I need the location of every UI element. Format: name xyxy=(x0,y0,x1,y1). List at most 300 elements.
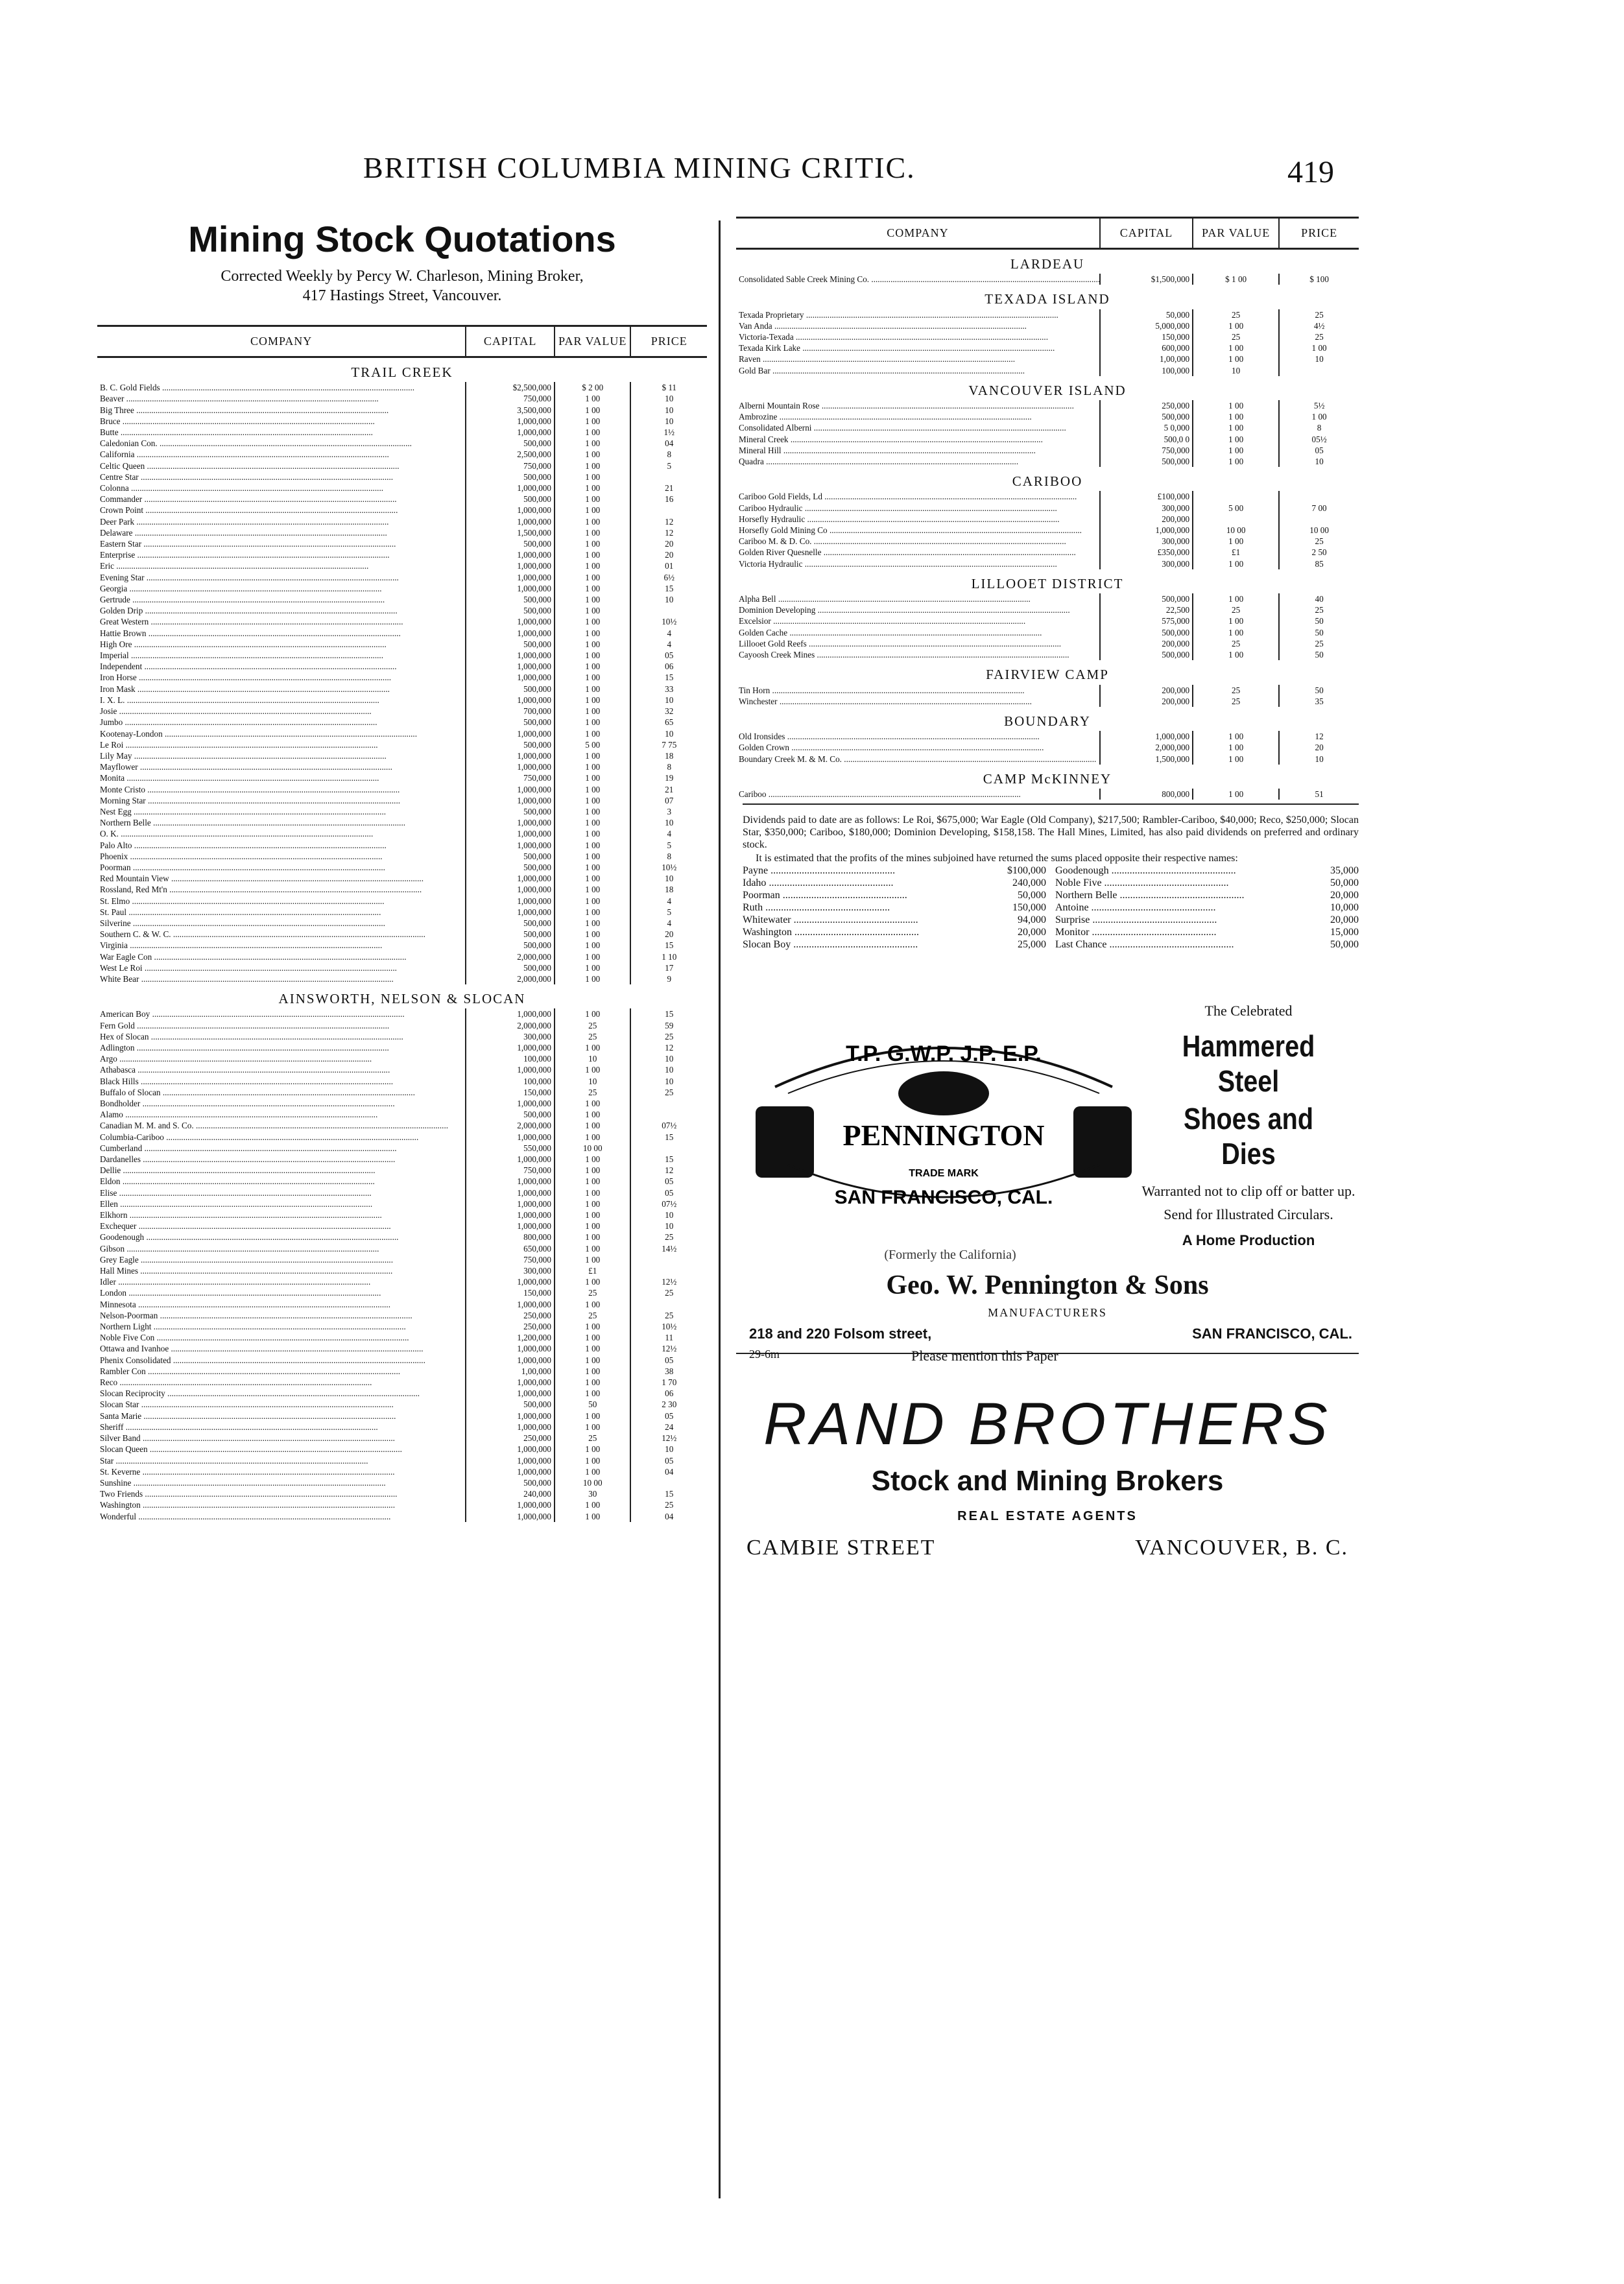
price-cell: 10 xyxy=(630,405,707,416)
table-row xyxy=(97,1321,707,1332)
table-row xyxy=(97,650,707,661)
par-value-cell: 1 00 xyxy=(555,1366,631,1377)
company-name-cell xyxy=(97,1165,466,1176)
dividends-paragraph: Dividends paid to date are as follows: Le Roi, $675,000; War Eagle (Old Company), $217,500; Rambler-Cariboo, $40,000; Reco, $250,000; Slocan Star, $350,000; Cariboo, $180,000; Dominion Developing, $158,158. The Hall Mines, Limited, has also paid dividends on preferred and ordinary stock. xyxy=(743,803,1359,851)
par-value-cell: 25 xyxy=(1193,309,1279,320)
price-cell xyxy=(630,1299,707,1310)
company-name: Reco ..... xyxy=(100,1377,372,1388)
table-row xyxy=(97,1109,707,1120)
par-value-cell: 1 00 xyxy=(555,1321,631,1332)
company-name-cell xyxy=(736,503,1100,514)
table-row xyxy=(97,572,707,583)
price-cell: 20 xyxy=(630,538,707,549)
table-row xyxy=(97,1511,707,1522)
price-cell: 65 xyxy=(630,717,707,728)
price-cell: 16 xyxy=(630,494,707,505)
capital-cell: 500,000 xyxy=(466,684,555,695)
capital-cell: 5,000,000 xyxy=(1100,320,1193,331)
price-cell: 10 xyxy=(1279,353,1359,364)
company-name-cell xyxy=(97,840,466,851)
company-name-cell xyxy=(97,1031,466,1042)
capital-cell: 1,000,000 xyxy=(466,661,555,672)
company-name: Dominion Developing ..... xyxy=(739,604,1070,615)
table-row xyxy=(97,1053,707,1064)
par-value-cell: 1 00 xyxy=(555,594,631,605)
par-value-cell: $ 2 00 xyxy=(555,382,631,393)
par-value-cell: 25 xyxy=(555,1087,631,1098)
price-cell: 59 xyxy=(630,1020,707,1031)
par-value-cell: 25 xyxy=(555,1433,631,1444)
company-name: Imperial ..... xyxy=(100,650,383,661)
price-cell: 21 xyxy=(630,784,707,795)
price-cell: 10 xyxy=(630,728,707,739)
company-name: Dardanelles ..... xyxy=(100,1154,395,1165)
capital-cell: 750,000 xyxy=(466,772,555,783)
capital-cell: 2,000,000 xyxy=(466,973,555,984)
price-cell: 50 xyxy=(1279,649,1359,660)
table-row xyxy=(97,1042,707,1053)
company-name: Eastern Star ..... xyxy=(100,538,396,549)
table-row xyxy=(736,547,1359,558)
company-name: Northern Belle ..... xyxy=(100,817,405,828)
company-name-cell xyxy=(97,1499,466,1510)
table-row xyxy=(97,1433,707,1444)
table-row xyxy=(97,1410,707,1422)
price-cell: 10 xyxy=(630,1076,707,1087)
table-row xyxy=(97,661,707,672)
company-name: Fern Gold ..... xyxy=(100,1020,389,1031)
company-name: Northern Light ..... xyxy=(100,1321,406,1332)
par-value-cell: 1 00 xyxy=(555,1466,631,1477)
table-row xyxy=(736,731,1359,742)
price-cell: 10 xyxy=(630,1064,707,1075)
company-name: Eric ..... xyxy=(100,560,368,571)
section-heading: AINSWORTH, NELSON & SLOCAN xyxy=(278,991,526,1007)
section-heading: BOUNDARY xyxy=(1004,713,1091,729)
par-value-cell: 1 00 xyxy=(555,1299,631,1310)
table-row xyxy=(97,1143,707,1154)
capital-cell: 600,000 xyxy=(1100,342,1193,353)
capital-cell: 500,000 xyxy=(1100,649,1193,660)
company-name-cell xyxy=(736,365,1100,376)
capital-cell: 2,000,000 xyxy=(466,1020,555,1031)
price-cell: 25 xyxy=(1279,309,1359,320)
company-name: Monita ..... xyxy=(100,772,379,783)
par-value-cell: 1 00 xyxy=(555,1388,631,1399)
company-name: Slocan Star ..... xyxy=(100,1399,394,1410)
company-name-cell xyxy=(97,416,466,427)
table-row xyxy=(97,784,707,795)
section-heading-row xyxy=(736,467,1359,491)
company-name-cell xyxy=(736,558,1100,569)
company-name: St. Elmo ..... xyxy=(100,896,385,907)
company-name: Palo Alto ..... xyxy=(100,840,387,851)
price-cell: 20 xyxy=(630,929,707,940)
table-row xyxy=(736,615,1359,626)
reference-line xyxy=(749,1348,1352,1364)
par-value-cell: 1 00 xyxy=(555,784,631,795)
capital-cell: 500,000 xyxy=(1100,456,1193,467)
table-row xyxy=(736,320,1359,331)
company-name: Alamo ..... xyxy=(100,1109,377,1120)
company-name-cell xyxy=(97,940,466,951)
profit-amount: 50,000 xyxy=(1330,877,1359,889)
company-name: Big Three ..... xyxy=(100,405,388,416)
company-name-cell xyxy=(736,593,1100,604)
rand-brothers-advertisement xyxy=(736,1390,1359,1637)
capital-cell: 1,000,000 xyxy=(466,1466,555,1477)
table-row xyxy=(97,1243,707,1254)
left-stock-body xyxy=(97,357,707,1522)
company-name: Old Ironsides ..... xyxy=(739,731,1040,742)
price-cell: 25 xyxy=(630,1231,707,1243)
company-name: Le Roi ..... xyxy=(100,739,378,750)
capital-cell: 150,000 xyxy=(1100,331,1193,342)
par-value-cell: 10 xyxy=(555,1076,631,1087)
par-value-cell: 1 00 xyxy=(555,1254,631,1265)
table-row xyxy=(97,538,707,549)
price-cell xyxy=(630,1098,707,1109)
par-value-cell: 1 00 xyxy=(555,940,631,951)
table-row xyxy=(97,1132,707,1143)
par-value-cell: 1 00 xyxy=(555,516,631,527)
price-cell: 10 xyxy=(630,1053,707,1064)
par-value-cell: 10 xyxy=(555,1053,631,1064)
company-name: Van Anda ..... xyxy=(739,320,1027,331)
table-row xyxy=(97,1444,707,1455)
capital-cell: 1,000,000 xyxy=(466,1008,555,1019)
price-cell: 1 10 xyxy=(630,951,707,962)
price-cell: 15 xyxy=(630,583,707,594)
par-value-cell: 1 00 xyxy=(1193,742,1279,753)
company-name: Crown Point ..... xyxy=(100,505,398,516)
company-name-cell xyxy=(736,536,1100,547)
company-name-cell xyxy=(97,1076,466,1087)
table-row xyxy=(736,400,1359,411)
bear-icon xyxy=(898,1071,989,1115)
capital-cell: 1,000,000 xyxy=(466,516,555,527)
company-name-cell xyxy=(97,1132,466,1143)
company-name-cell xyxy=(97,1399,466,1410)
par-value-cell: 1 00 xyxy=(1193,754,1279,765)
par-value-cell: 1 00 xyxy=(555,761,631,772)
section-heading-row xyxy=(97,984,707,1008)
table-row xyxy=(736,331,1359,342)
company-name-cell xyxy=(97,1355,466,1366)
company-name-cell xyxy=(736,638,1100,649)
company-name-cell xyxy=(97,828,466,839)
par-value-cell: 1 00 xyxy=(555,1098,631,1109)
price-cell: 10 xyxy=(630,873,707,884)
company-name: Cariboo Gold Fields, Ld ..... xyxy=(739,491,1077,502)
par-value-cell: 1 00 xyxy=(555,851,631,862)
par-value-cell: 1 00 xyxy=(555,695,631,706)
price-cell: $ 100 xyxy=(1279,274,1359,285)
price-cell: 12 xyxy=(630,1165,707,1176)
capital-cell: 150,000 xyxy=(466,1287,555,1298)
capital-cell: $1,500,000 xyxy=(1100,274,1193,285)
quotations-subtitle-line-1: Corrected Weekly by Percy W. Charleson, Mining Broker, xyxy=(221,268,584,285)
company-name-cell xyxy=(97,1466,466,1477)
capital-cell: 700,000 xyxy=(466,706,555,717)
par-value-cell: 1 00 xyxy=(555,873,631,884)
company-name: Elkhorn ..... xyxy=(100,1209,382,1220)
company-name-cell xyxy=(97,1220,466,1231)
capital-cell: 1,000,000 xyxy=(466,1042,555,1053)
par-value-cell: 1 00 xyxy=(1193,434,1279,445)
company-name: Nest Egg ..... xyxy=(100,806,386,817)
capital-cell: 575,000 xyxy=(1100,615,1193,626)
price-cell: 10 xyxy=(630,817,707,828)
capital-cell: 50,000 xyxy=(1100,309,1193,320)
price-cell: 10 xyxy=(630,1444,707,1455)
par-value-cell: 1 00 xyxy=(1193,536,1279,547)
profit-mine-name: Idaho ..... xyxy=(743,877,1012,889)
par-value-cell: 1 00 xyxy=(555,393,631,404)
table-row xyxy=(736,434,1359,445)
table-row xyxy=(97,739,707,750)
table-row xyxy=(97,449,707,460)
capital-cell: 500,000 xyxy=(466,639,555,650)
capital-cell: 1,000,000 xyxy=(466,1511,555,1522)
capital-cell: 1,000,000 xyxy=(466,784,555,795)
anvil-right-icon xyxy=(1073,1106,1132,1178)
company-name: Texada Proprietary ..... xyxy=(739,309,1058,320)
par-value-cell: 1 00 xyxy=(555,1042,631,1053)
company-name-cell xyxy=(736,320,1100,331)
table-row xyxy=(97,1477,707,1488)
profit-mine-name: Slocan Boy ..... xyxy=(743,938,1018,951)
price-cell: 20 xyxy=(630,549,707,560)
capital-cell: 750,000 xyxy=(1100,445,1193,456)
table-row xyxy=(736,309,1359,320)
par-value-cell: 1 00 xyxy=(555,1064,631,1075)
table-row xyxy=(97,1355,707,1366)
price-cell: 20 xyxy=(1279,742,1359,753)
profit-row xyxy=(1055,901,1359,914)
company-name: St. Keverne ..... xyxy=(100,1466,395,1477)
warranted-text: Warranted not to clip off or batter up. xyxy=(1141,1183,1355,1200)
company-name: Independent ..... xyxy=(100,661,397,672)
section-heading: CAMP McKINNEY xyxy=(983,770,1112,787)
company-name-cell xyxy=(97,560,466,571)
price-cell: 15 xyxy=(630,1132,707,1143)
table-row xyxy=(97,583,707,594)
price-cell: 25 xyxy=(630,1310,707,1321)
company-name: White Bear ..... xyxy=(100,973,394,984)
par-value-cell: 1 00 xyxy=(1193,456,1279,467)
table-row xyxy=(97,1165,707,1176)
capital-cell: 1,000,000 xyxy=(466,1388,555,1399)
price-cell xyxy=(630,1477,707,1488)
capital-cell: 1,000,000 xyxy=(1100,525,1193,536)
capital-cell: 200,000 xyxy=(1100,696,1193,707)
table-row xyxy=(97,1499,707,1510)
company-name: Golden Cache ..... xyxy=(739,627,1042,638)
section-heading-row xyxy=(736,569,1359,593)
company-name: Victoria Hydraulic ..... xyxy=(739,558,1057,569)
company-name: Mineral Creek ..... xyxy=(739,434,1043,445)
table-row xyxy=(97,750,707,761)
capital-cell: 1,000,000 xyxy=(466,1444,555,1455)
price-cell: 05 xyxy=(630,1410,707,1422)
capital-cell: 22,500 xyxy=(1100,604,1193,615)
company-name-cell xyxy=(97,1109,466,1120)
table-row xyxy=(736,754,1359,765)
company-name: Canadian M. M. and S. Co. ..... xyxy=(100,1120,448,1131)
profit-row xyxy=(1055,889,1359,901)
company-name: Cumberland ..... xyxy=(100,1143,397,1154)
table-row xyxy=(97,1422,707,1433)
profit-row xyxy=(743,926,1046,938)
company-name-cell xyxy=(97,1332,466,1343)
par-value-cell: 1 00 xyxy=(555,929,631,940)
table-row xyxy=(97,405,707,416)
company-name: Monte Cristo ..... xyxy=(100,784,400,795)
table-row xyxy=(97,1343,707,1354)
par-value-cell: 1 00 xyxy=(555,616,631,627)
quotations-subtitle-line-2: 417 Hastings Street, Vancouver. xyxy=(302,287,502,304)
company-name: Columbia-Cariboo ..... xyxy=(100,1132,418,1143)
capital-cell: 550,000 xyxy=(466,1143,555,1154)
table-row xyxy=(97,494,707,505)
company-name: Hattie Brown ..... xyxy=(100,628,401,639)
company-name-cell xyxy=(97,482,466,494)
price-cell: 40 xyxy=(1279,593,1359,604)
profit-amount: 15,000 xyxy=(1330,927,1359,938)
capital-cell: 500,000 xyxy=(1100,627,1193,638)
capital-cell: 1,000,000 xyxy=(466,884,555,895)
company-name: West Le Roi ..... xyxy=(100,962,397,973)
price-cell: 07 xyxy=(630,795,707,806)
par-value-cell: 1 00 xyxy=(555,772,631,783)
capital-cell: 1,000,000 xyxy=(466,1176,555,1187)
company-name-cell xyxy=(97,1444,466,1455)
company-name-cell xyxy=(736,731,1100,742)
table-row xyxy=(97,795,707,806)
par-value-cell: 1 00 xyxy=(555,750,631,761)
company-name: Deer Park ..... xyxy=(100,516,388,527)
table-row xyxy=(736,491,1359,502)
company-name-cell xyxy=(97,1198,466,1209)
company-name-cell xyxy=(736,649,1100,660)
table-row xyxy=(736,696,1359,707)
price-cell xyxy=(630,605,707,616)
price-cell: 6½ xyxy=(630,572,707,583)
table-row xyxy=(97,393,707,404)
par-value-cell: £1 xyxy=(555,1265,631,1276)
company-name-cell xyxy=(736,422,1100,433)
company-name-cell xyxy=(97,1243,466,1254)
price-cell: 04 xyxy=(630,438,707,449)
page-number: 419 xyxy=(1287,155,1334,189)
price-cell xyxy=(630,1109,707,1120)
profit-amount: 94,000 xyxy=(1018,914,1046,926)
table-row xyxy=(736,558,1359,569)
profit-amount: 150,000 xyxy=(1012,902,1046,914)
capital-cell: 1,000,000 xyxy=(466,695,555,706)
company-name-cell xyxy=(97,438,466,449)
price-cell: 15 xyxy=(630,1154,707,1165)
table-row xyxy=(97,1198,707,1209)
company-name: Santa Marie ..... xyxy=(100,1410,396,1422)
company-name: Lillooet Gold Reefs ..... xyxy=(739,638,1061,649)
capital-cell: 500,000 xyxy=(1100,411,1193,422)
price-cell: 4 xyxy=(630,639,707,650)
price-cell: 06 xyxy=(630,1388,707,1399)
table-row xyxy=(97,1008,707,1019)
company-name: Horsefly Hydraulic ..... xyxy=(739,514,1060,525)
table-row xyxy=(97,1120,707,1131)
company-name: Enterprise ..... xyxy=(100,549,390,560)
pennington-city: SAN FRANCISCO, CAL. xyxy=(1192,1326,1352,1342)
capital-cell: 1,000,000 xyxy=(466,1198,555,1209)
company-name: Southern C. & W. C. ..... xyxy=(100,929,425,940)
par-value-cell: 1 00 xyxy=(555,449,631,460)
company-name: Two Friends ..... xyxy=(100,1488,397,1499)
header-price: PRICE xyxy=(630,326,707,357)
par-value-cell: 1 00 xyxy=(555,1120,631,1131)
capital-cell: 1,00,000 xyxy=(466,1366,555,1377)
company-name-cell xyxy=(97,1276,466,1287)
company-name-cell xyxy=(97,405,466,416)
price-cell: 25 xyxy=(1279,331,1359,342)
running-head: BRITISH COLUMBIA MINING CRITIC. xyxy=(363,151,916,184)
capital-cell: 1,000,000 xyxy=(466,1276,555,1287)
company-name: Adlington ..... xyxy=(100,1042,389,1053)
price-cell: 33 xyxy=(630,684,707,695)
price-cell: 06 xyxy=(630,661,707,672)
profit-amount: 50,000 xyxy=(1330,939,1359,951)
pennington-trademark-logo xyxy=(749,1016,1138,1210)
company-name: Black Hills ..... xyxy=(100,1076,393,1087)
section-heading-row xyxy=(736,765,1359,789)
par-value-cell: 1 00 xyxy=(555,471,631,482)
par-value-cell: 30 xyxy=(555,1488,631,1499)
par-value-cell: 1 00 xyxy=(555,795,631,806)
price-cell xyxy=(630,505,707,516)
company-name: Gibson ..... xyxy=(100,1243,379,1254)
company-name-cell xyxy=(97,1377,466,1388)
company-name-cell xyxy=(97,1477,466,1488)
estimate-paragraph: It is estimated that the profits of the mines subjoined have returned the sums placed opposite their respective names: xyxy=(756,853,1238,864)
par-value-cell: 1 00 xyxy=(555,951,631,962)
headline-shoes-dies: Shoes and Dies xyxy=(1183,1102,1314,1171)
header-capital: CAPITAL xyxy=(466,326,555,357)
right-stock-table xyxy=(736,217,1359,800)
par-value-cell: 10 xyxy=(1193,365,1279,376)
par-value-cell: 1 00 xyxy=(555,538,631,549)
price-cell: 18 xyxy=(630,884,707,895)
company-name: Silver Band ..... xyxy=(100,1433,395,1444)
table-row xyxy=(97,728,707,739)
company-name-cell xyxy=(736,309,1100,320)
section-heading-row xyxy=(736,285,1359,309)
price-cell xyxy=(630,1143,707,1154)
company-name-cell xyxy=(736,615,1100,626)
pennington-street: 218 and 220 Folsom street, xyxy=(749,1326,932,1342)
company-name-cell xyxy=(97,862,466,873)
profit-amount: 20,000 xyxy=(1018,927,1046,938)
profit-mine-name: Monitor ..... xyxy=(1055,926,1330,938)
table-row xyxy=(97,806,707,817)
table-row xyxy=(97,1399,707,1410)
company-name: Ambrozine ..... xyxy=(739,411,1032,422)
par-value-cell: 1 00 xyxy=(555,1343,631,1354)
profit-mine-name: Antoine ..... xyxy=(1055,901,1330,914)
capital-cell: 1,000,000 xyxy=(466,1343,555,1354)
rand-stock-brokers: Stock and Mining Brokers xyxy=(871,1465,1224,1497)
